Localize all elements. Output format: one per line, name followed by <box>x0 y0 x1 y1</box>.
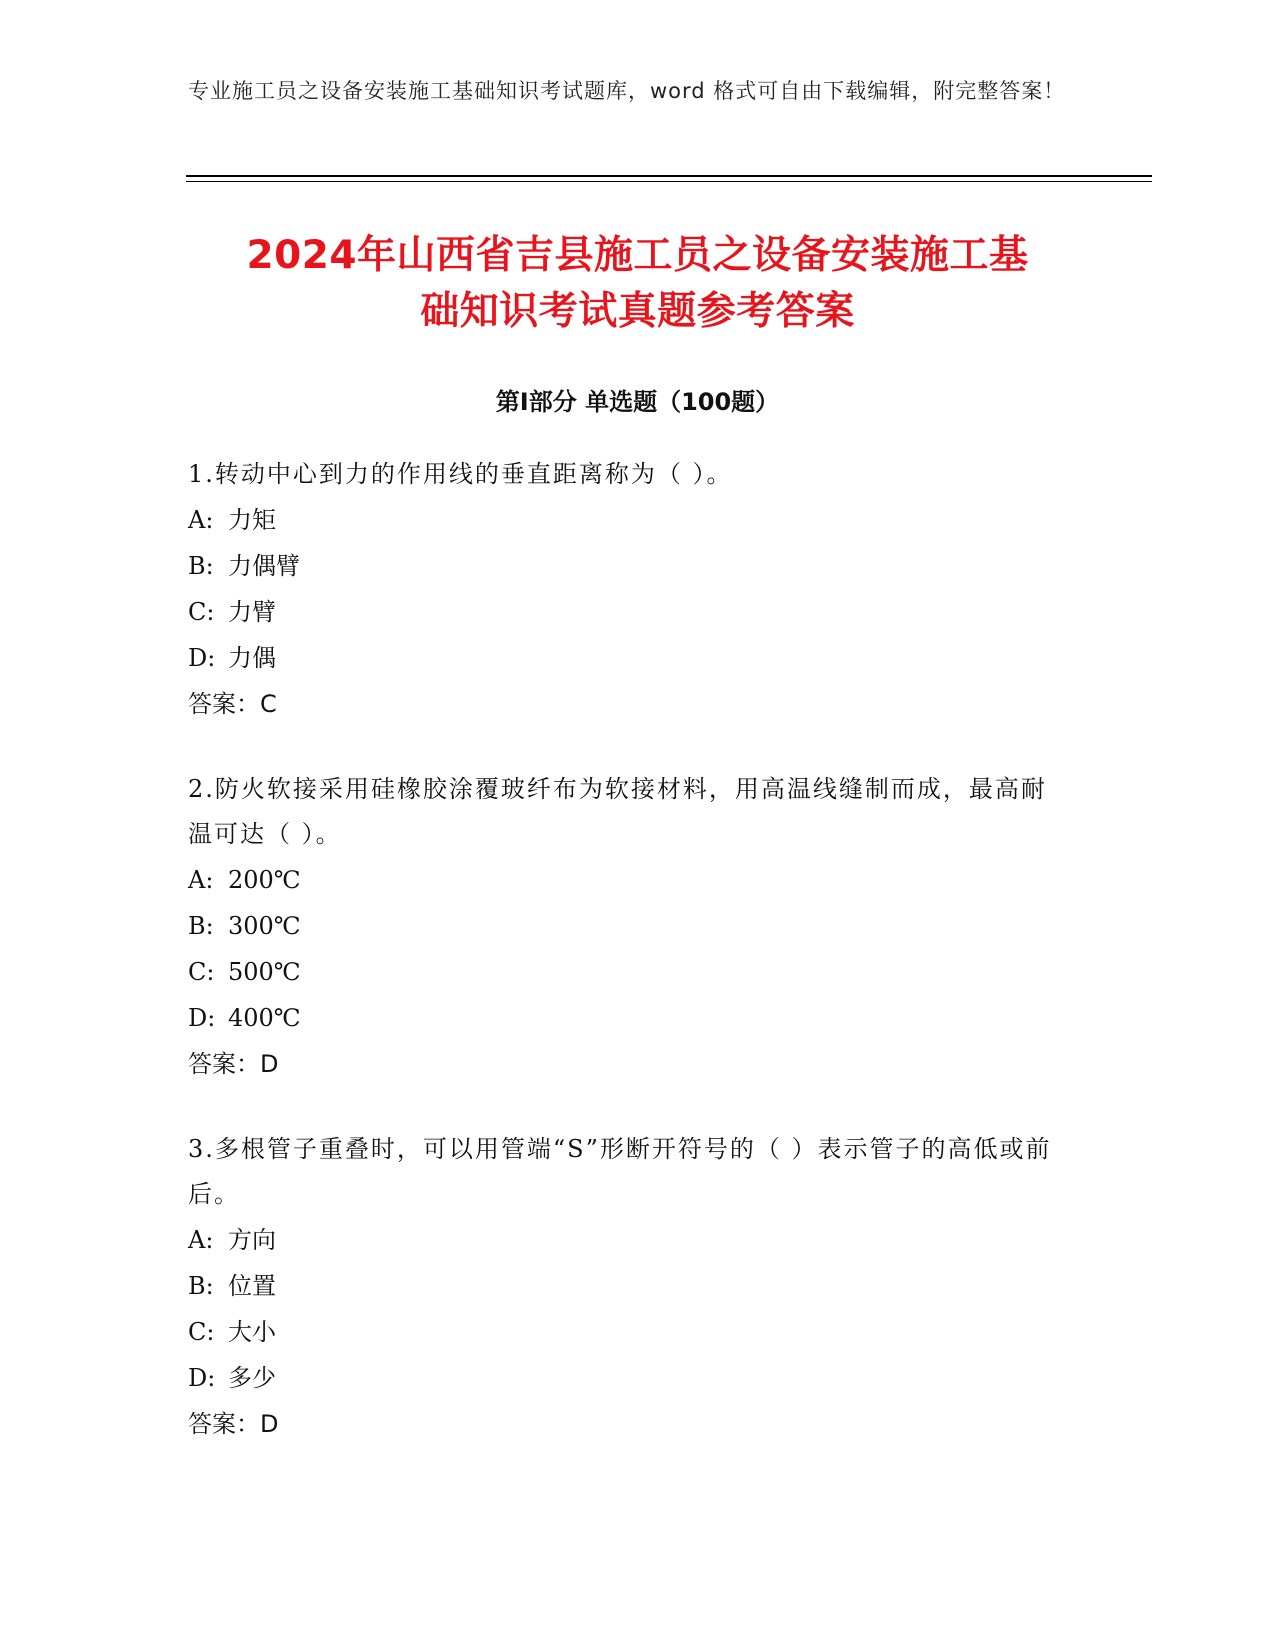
option-b <box>188 1263 1068 1309</box>
answer-line <box>188 681 1068 727</box>
option-text: 位置 <box>228 1272 276 1300</box>
answer-value: D <box>260 1050 279 1078</box>
answer-line <box>188 1041 1068 1087</box>
question-3 <box>188 1127 1068 1447</box>
option-letter: C: <box>188 598 215 626</box>
option-letter: D: <box>188 1364 216 1392</box>
option-letter: D: <box>188 1004 216 1032</box>
question-2 <box>188 767 1068 1087</box>
option-c <box>188 589 1068 635</box>
option-letter: B: <box>188 552 214 580</box>
option-d <box>188 1355 1068 1401</box>
question-stem: 3.多根管子重叠时，可以用管端“S”形断开符号的（ ）表示管子的高低或前后。 <box>188 1135 1052 1208</box>
option-letter: A: <box>188 1226 214 1254</box>
option-text: 力矩 <box>228 506 276 534</box>
option-text: 力臂 <box>228 598 276 626</box>
document-title-line-2: 础知识考试真题参考答案 <box>420 289 855 334</box>
option-letter: C: <box>188 958 215 986</box>
answer-label: 答案： <box>188 1050 260 1078</box>
option-letter: B: <box>188 912 214 940</box>
option-d <box>188 635 1068 681</box>
option-b <box>188 543 1068 589</box>
answer-line <box>188 1401 1068 1447</box>
answer-value: D <box>260 1410 279 1438</box>
option-text: 多少 <box>228 1364 276 1392</box>
option-text: 300℃ <box>228 912 301 940</box>
option-letter: C: <box>188 1318 215 1346</box>
document-title <box>170 228 1105 340</box>
option-letter: B: <box>188 1272 214 1300</box>
option-b <box>188 903 1068 949</box>
option-a <box>188 497 1068 543</box>
option-letter: D: <box>188 644 216 672</box>
question-stem: 2.防火软接采用硅橡胶涂覆玻纤布为软接材料，用高温线缝制而成，最高耐温可达（ ）。 <box>188 775 1047 848</box>
answer-value: C <box>260 690 277 718</box>
option-text: 200℃ <box>228 866 301 894</box>
option-c <box>188 1309 1068 1355</box>
option-text: 大小 <box>228 1318 276 1346</box>
option-text: 方向 <box>228 1226 276 1254</box>
option-letter: A: <box>188 506 214 534</box>
document-title-line-1: 2024年山西省吉县施工员之设备安装施工基 <box>246 233 1029 278</box>
option-text: 力偶臂 <box>228 552 300 580</box>
option-text: 400℃ <box>228 1004 301 1032</box>
option-a <box>188 1217 1068 1263</box>
section-heading: 第Ⅰ部分 单选题（100题） <box>495 388 780 416</box>
option-text: 500℃ <box>228 958 301 986</box>
option-letter: A: <box>188 866 214 894</box>
header-divider-thick <box>186 175 1152 177</box>
answer-label: 答案： <box>188 1410 260 1438</box>
option-c <box>188 949 1068 995</box>
option-a <box>188 857 1068 903</box>
header-divider-thin <box>186 181 1152 182</box>
header-note: 专业施工员之设备安装施工基础知识考试题库，word 格式可自由下载编辑，附完整答案！ <box>188 79 1066 103</box>
question-stem: 1.转动中心到力的作用线的垂直距离称为（ ）。 <box>188 460 733 488</box>
answer-label: 答案： <box>188 690 260 718</box>
option-d <box>188 995 1068 1041</box>
question-1 <box>188 452 1068 727</box>
option-text: 力偶 <box>228 644 276 672</box>
